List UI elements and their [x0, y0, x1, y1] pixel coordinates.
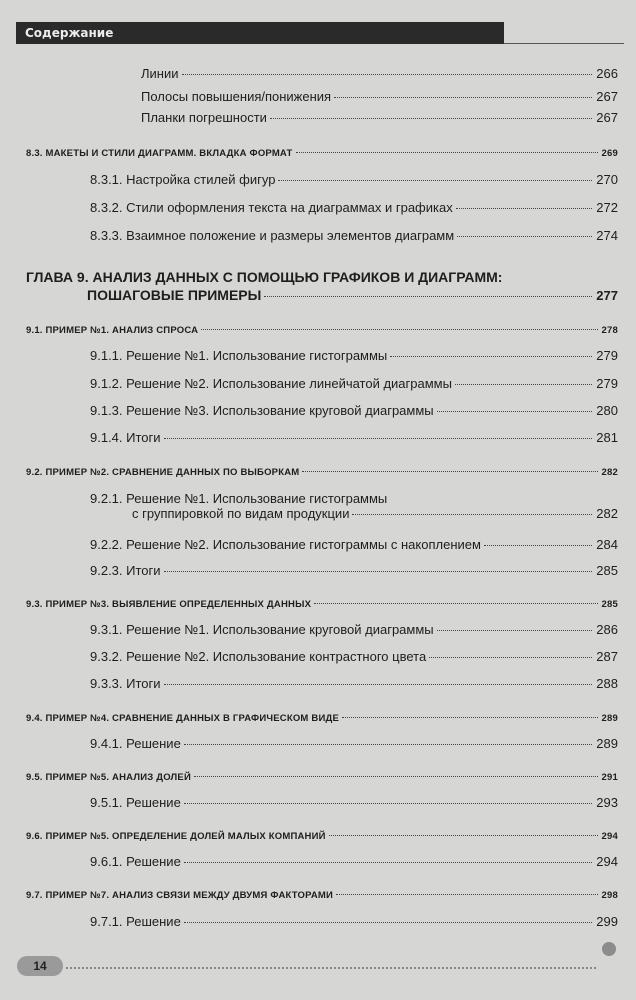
toc-entry-text: 9.2.2. Решение №2. Использование гистограммы с накоплением — [90, 537, 481, 552]
toc-entry-text: 8.3.1. Настройка стилей фигур — [90, 172, 276, 187]
leader-dots — [184, 744, 593, 745]
toc-entry[interactable] — [141, 110, 618, 125]
toc-section-text: 9.2. ПРИМЕР №2. СРАВНЕНИЕ ДАННЫХ ПО ВЫБОРКАМ — [26, 467, 300, 478]
toc-entry[interactable] — [90, 172, 618, 187]
toc-entry-page: 270 — [596, 172, 618, 187]
toc-section-text: 9.5. ПРИМЕР №5. АНАЛИЗ ДОЛЕЙ — [26, 772, 191, 783]
leader-dots — [457, 236, 592, 237]
leader-dots — [352, 514, 592, 515]
toc-section[interactable] — [26, 467, 618, 478]
toc-chapter-page: 277 — [596, 288, 618, 303]
toc-section-text: 9.4. ПРИМЕР №4. СРАВНЕНИЕ ДАННЫХ В ГРАФИЧЕСКОМ ВИДЕ — [26, 713, 339, 724]
toc-section[interactable] — [26, 325, 618, 336]
toc-section-page: 285 — [601, 599, 618, 610]
toc-entry-page: 279 — [596, 376, 618, 391]
toc-entry-page: 286 — [596, 622, 618, 637]
toc-chapter-title: ГЛАВА 9. АНАЛИЗ ДАННЫХ С ПОМОЩЬЮ ГРАФИКОВ И ДИАГРАММ: — [26, 269, 503, 285]
toc-section-page: 282 — [601, 467, 618, 478]
leader-dots — [302, 471, 597, 472]
toc-entry-page: 267 — [596, 89, 618, 104]
toc-chapter-subtitle: ПОШАГОВЫЕ ПРИМЕРЫ — [87, 287, 262, 303]
toc-entry[interactable] — [90, 854, 618, 869]
toc-entry-text: 9.3.3. Итоги — [90, 676, 161, 691]
toc-section-text: 9.6. ПРИМЕР №5. ОПРЕДЕЛЕНИЕ ДОЛЕЙ МАЛЫХ КОМПАНИЙ — [26, 831, 326, 842]
toc-chapter[interactable] — [26, 268, 618, 305]
leader-dots — [342, 717, 598, 718]
toc-entry-page: 279 — [596, 348, 618, 363]
toc-entry-text: 8.3.3. Взаимное положение и размеры элементов диаграмм — [90, 228, 455, 243]
toc-entry-page: 293 — [596, 795, 618, 810]
leader-dots — [270, 118, 592, 119]
toc-entry-text: 9.1.2. Решение №2. Использование линейчатой диаграммы — [90, 376, 452, 391]
toc-entry-text: 9.4.1. Решение — [90, 736, 181, 751]
leader-dots — [164, 684, 593, 685]
toc-entry-page: 299 — [596, 914, 618, 929]
toc-entry[interactable] — [90, 914, 618, 929]
toc-entry-page: 287 — [596, 649, 618, 664]
leader-dots — [455, 384, 592, 385]
leader-dots — [429, 657, 592, 658]
toc-entry-text: 9.3.1. Решение №1. Использование круговой диаграммы — [90, 622, 434, 637]
toc-entry-text: 9.1.3. Решение №3. Использование круговой диаграммы — [90, 403, 434, 418]
toc-entry[interactable] — [90, 430, 618, 445]
toc-entry-text: 9.7.1. Решение — [90, 914, 181, 929]
toc-entry-text-cont: с группировкой по видам продукции — [132, 506, 350, 521]
leader-dots — [278, 180, 592, 181]
leader-dots — [437, 411, 593, 412]
toc-entry-text: Линии — [141, 66, 179, 81]
toc-section-page: 298 — [601, 890, 618, 901]
toc-entry-text: 9.1.4. Итоги — [90, 430, 161, 445]
toc-entry[interactable] — [90, 348, 618, 363]
leader-dots — [164, 571, 593, 572]
toc-entry-page: 272 — [596, 200, 618, 215]
toc-section-text: 8.3. МАКЕТЫ И СТИЛИ ДИАГРАММ. ВКЛАДКА ФОРМАТ — [26, 148, 293, 159]
toc-entry-text: 8.3.2. Стили оформления текста на диаграммах и графиках — [90, 200, 453, 215]
toc-section[interactable] — [26, 713, 618, 724]
toc-section[interactable] — [26, 890, 618, 901]
leader-dots — [201, 329, 597, 330]
toc-entry[interactable] — [141, 89, 618, 104]
toc-entry[interactable] — [90, 649, 618, 664]
toc-section-page: 291 — [601, 772, 618, 783]
leader-dots — [182, 74, 593, 75]
toc-entry-page: 267 — [596, 110, 618, 125]
toc-section[interactable] — [26, 772, 618, 783]
toc-section-page: 294 — [601, 831, 618, 842]
toc-section-text: 9.7. ПРИМЕР №7. АНАЛИЗ СВЯЗИ МЕЖДУ ДВУМЯ ФАКТОРАМИ — [26, 890, 334, 901]
toc-entry[interactable] — [90, 200, 618, 215]
leader-dots — [264, 296, 592, 297]
toc-entry[interactable] — [90, 795, 618, 810]
toc-section[interactable] — [26, 599, 618, 610]
leader-dots — [437, 630, 593, 631]
toc-entry[interactable] — [90, 622, 618, 637]
toc-entry-text: Полосы повышения/понижения — [141, 89, 332, 104]
toc-section[interactable] — [26, 831, 618, 842]
header-rule — [504, 43, 624, 44]
toc-entry-text: Планки погрешности — [141, 110, 267, 125]
toc-entry[interactable] — [90, 403, 618, 418]
toc-entry-page: 266 — [596, 66, 618, 81]
toc-entry-page: 288 — [596, 676, 618, 691]
leader-dots — [484, 545, 592, 546]
toc-section-text: 9.3. ПРИМЕР №3. ВЫЯВЛЕНИЕ ОПРЕДЕЛЕННЫХ ДАННЫХ — [26, 599, 312, 610]
toc-section-page: 269 — [601, 148, 618, 159]
toc-entry[interactable] — [90, 676, 618, 691]
leader-dots — [336, 894, 598, 895]
leader-dots — [184, 803, 593, 804]
leader-dots — [314, 603, 597, 604]
toc-entry[interactable] — [90, 376, 618, 391]
toc-entry[interactable] — [90, 537, 618, 552]
toc-entry-text: 9.3.2. Решение №2. Использование контрастного цвета — [90, 649, 427, 664]
leader-dots — [184, 922, 593, 923]
page-number-badge: 14 — [17, 956, 63, 976]
toc-entry-page: 282 — [596, 506, 618, 521]
leader-dots — [456, 208, 593, 209]
toc-entry-text: 9.2.3. Итоги — [90, 563, 161, 578]
toc-entry[interactable] — [90, 228, 618, 243]
toc-entry-page: 294 — [596, 854, 618, 869]
toc-entry-page: 274 — [596, 228, 618, 243]
toc-entry[interactable] — [90, 491, 618, 521]
leader-dots — [296, 152, 598, 153]
toc-entry-page: 289 — [596, 736, 618, 751]
toc-entry[interactable] — [141, 66, 618, 81]
toc-entry-text: 9.6.1. Решение — [90, 854, 181, 869]
footer-leader-dots — [66, 967, 596, 969]
leader-dots — [164, 438, 593, 439]
toc-entry-page: 285 — [596, 563, 618, 578]
toc-section-page: 278 — [601, 325, 618, 336]
toc-section-text: 9.1. ПРИМЕР №1. АНАЛИЗ СПРОСА — [26, 325, 199, 336]
leader-dots — [329, 835, 598, 836]
toc-entry-page: 284 — [596, 537, 618, 552]
leader-dots — [184, 862, 593, 863]
toc-entry-text: 9.1.1. Решение №1. Использование гистограммы — [90, 348, 388, 363]
toc-entry-text: 9.2.1. Решение №1. Использование гистограммы — [90, 491, 388, 506]
page-header-title: Содержание — [16, 22, 504, 44]
toc-entry-page: 281 — [596, 430, 618, 445]
toc-entry-text: 9.5.1. Решение — [90, 795, 181, 810]
toc-entry[interactable] — [90, 736, 618, 751]
leader-dots — [194, 776, 598, 777]
footer-dot-ornament — [602, 942, 616, 956]
leader-dots — [334, 97, 592, 98]
leader-dots — [390, 356, 592, 357]
toc-section[interactable] — [26, 148, 618, 159]
toc-entry[interactable] — [90, 563, 618, 578]
toc-entry-page: 280 — [596, 403, 618, 418]
toc-section-page: 289 — [601, 713, 618, 724]
